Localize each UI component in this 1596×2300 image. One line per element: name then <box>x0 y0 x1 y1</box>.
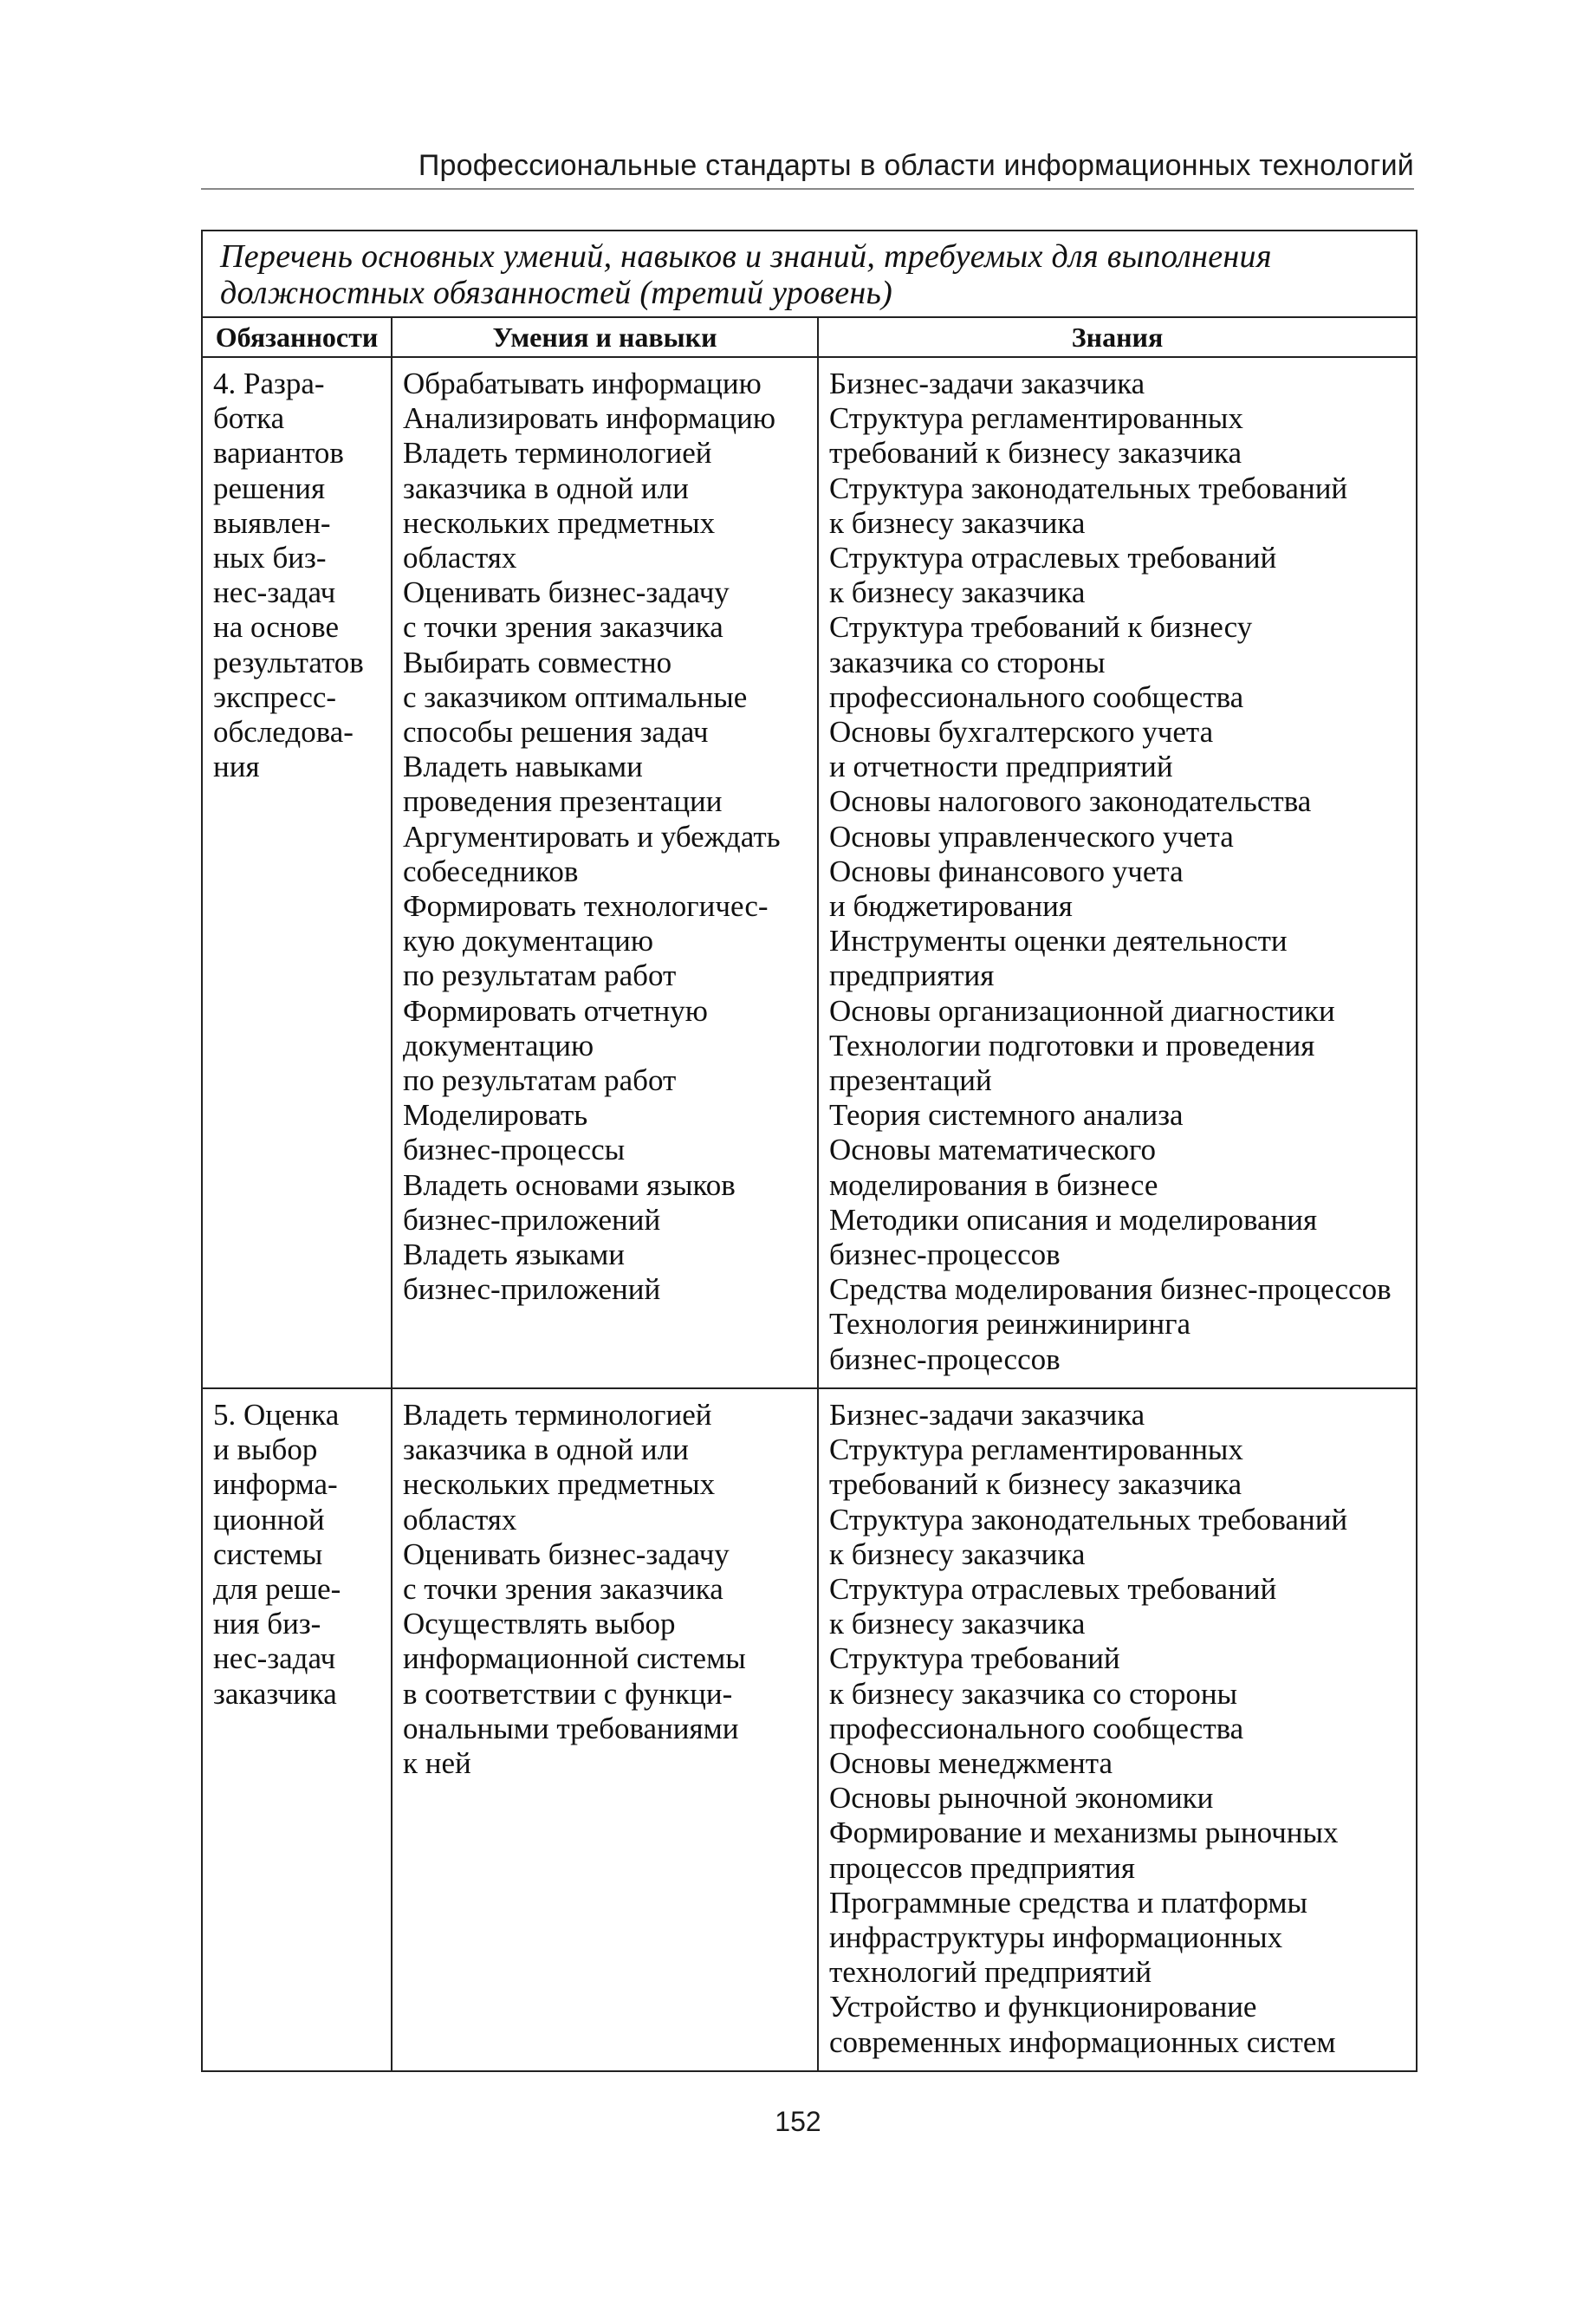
cell-line: к бизнесу заказчика <box>829 505 1086 540</box>
cell-line: Аргументировать и убеждать <box>403 819 781 854</box>
cell-line: Структура регламентированных <box>829 401 1243 436</box>
cell-line: бизнес-процессы <box>403 1133 626 1167</box>
cell-line: предприятия <box>829 958 995 993</box>
cell-line: Структура требований <box>829 1641 1120 1676</box>
cell-line: информа- <box>213 1467 338 1502</box>
cell-line: Средства моделирования бизнес-процессов <box>829 1272 1392 1307</box>
cell-line: Методики описания и моделирования <box>829 1202 1318 1237</box>
cell-line: областях <box>403 541 517 575</box>
cell-line: с заказчиком оптимальные <box>403 679 748 714</box>
header-rule <box>201 188 1414 190</box>
header-row <box>202 317 1417 357</box>
cell-line: ционной <box>213 1502 325 1537</box>
cell-line: областях <box>403 1502 517 1537</box>
cell-line: по результатам работ <box>403 958 677 993</box>
cell-line: обследова- <box>213 715 354 750</box>
cell-line: Основы бухгалтерского учета <box>829 715 1214 750</box>
table-caption <box>202 231 1417 317</box>
cell-line: собеседников <box>403 854 579 888</box>
cell-line: бизнес-процессов <box>829 1342 1061 1376</box>
cell-line: к бизнесу заказчика со стороны <box>829 1676 1238 1711</box>
cell-line: нес-задач <box>213 1641 336 1676</box>
cell-line: решения <box>213 471 326 505</box>
running-head: Профессиональные стандарты в области информационных технологий <box>418 149 1414 182</box>
cell-line: способы решения задач <box>403 715 709 750</box>
duty-cell <box>202 1388 392 2071</box>
cell-line: ботка <box>213 401 285 436</box>
table-row <box>202 1388 1417 2071</box>
skills-cell <box>392 357 818 1388</box>
cell-line: Основы рыночной экономики <box>829 1781 1214 1816</box>
cell-line: современных информационных систем <box>829 2024 1336 2059</box>
cell-line: Структура требований к бизнесу <box>829 610 1253 645</box>
cell-line: Бизнес-задачи заказчика <box>829 367 1145 400</box>
cell-line: ния <box>213 750 260 784</box>
column-header-skills: Умения и навыки <box>392 317 818 357</box>
cell-line: к бизнесу заказчика <box>829 575 1086 610</box>
cell-line: в соответствии с функци- <box>403 1676 733 1711</box>
cell-line: Владеть навыками <box>403 750 643 784</box>
cell-line: заказчика в одной или <box>403 471 689 505</box>
cell-line: профессионального сообщества <box>829 1711 1244 1745</box>
cell-line: на основе <box>213 610 340 645</box>
knowledge-cell <box>818 1388 1417 2071</box>
cell-line: бизнес-приложений <box>403 1272 661 1307</box>
cell-line: нес-задач <box>213 575 336 610</box>
cell-line: и отчетности предприятий <box>829 750 1173 784</box>
cell-line: бизнес-приложений <box>403 1202 661 1237</box>
skills-table <box>201 230 1418 2072</box>
column-header-knowledge: Знания <box>818 317 1417 357</box>
cell-line: Формировать отчетную <box>403 993 708 1028</box>
page-number: 152 <box>775 2106 821 2137</box>
cell-line: Основы управленческого учета <box>829 819 1234 854</box>
cell-line: профессионального сообщества <box>829 679 1244 714</box>
cell-line: Структура отраслевых требований <box>829 541 1277 575</box>
cell-line: процессов предприятия <box>829 1850 1136 1885</box>
cell-line: презентаций <box>829 1063 992 1098</box>
cell-line: нескольких предметных <box>403 505 716 540</box>
cell-line: и бюджетирования <box>829 889 1073 924</box>
cell-line: инфраструктуры информационных <box>829 1920 1283 1954</box>
cell-line: Программные средства и платформы <box>829 1885 1308 1920</box>
cell-line: для реше- <box>213 1571 341 1606</box>
cell-line: Владеть основами языков <box>403 1167 736 1202</box>
cell-line: экспресс- <box>213 679 337 714</box>
cell-line: Оценивать бизнес-задачу <box>403 1537 730 1571</box>
cell-line: технологий предприятий <box>829 1955 1152 1990</box>
cell-line: ных биз- <box>213 541 327 575</box>
cell-line: и выбор <box>213 1433 318 1467</box>
cell-line: Владеть терминологией <box>403 436 712 471</box>
cell-line: Выбирать совместно <box>403 645 672 679</box>
caption-line: должностных обязанностей (третий уровень) <box>220 275 893 311</box>
cell-line: к бизнесу заказчика <box>829 1537 1086 1571</box>
table-row <box>202 357 1417 1388</box>
cell-line: требований к бизнесу заказчика <box>829 1467 1242 1502</box>
cell-line: Обрабатывать информацию <box>403 367 762 400</box>
cell-line: Основы финансового учета <box>829 854 1184 888</box>
column-header-duties: Обязанности <box>202 317 392 357</box>
knowledge-cell <box>818 357 1417 1388</box>
cell-line: документацию <box>403 1028 594 1062</box>
cell-line: Оценивать бизнес-задачу <box>403 575 730 610</box>
cell-line: Осуществлять выбор <box>403 1607 676 1641</box>
cell-line: кую документацию <box>403 924 654 958</box>
cell-line: требований к бизнесу заказчика <box>829 436 1242 471</box>
cell-line: Основы организационной диагностики <box>829 993 1335 1028</box>
cell-line: Бизнес-задачи заказчика <box>829 1397 1145 1432</box>
cell-line: 4. Разра- <box>213 367 325 400</box>
cell-line: к бизнесу заказчика <box>829 1607 1086 1641</box>
cell-line: нескольких предметных <box>403 1467 716 1502</box>
cell-line: Структура регламентированных <box>829 1433 1243 1467</box>
cell-line: заказчика <box>213 1676 337 1711</box>
cell-line: с точки зрения заказчика <box>403 1571 723 1606</box>
cell-line: выявлен- <box>213 505 331 540</box>
cell-line: бизнес-процессов <box>829 1238 1061 1272</box>
cell-line: информационной системы <box>403 1641 746 1676</box>
cell-line: Структура законодательных требований <box>829 471 1348 505</box>
cell-line: Основы математического <box>829 1133 1157 1167</box>
cell-line: ния биз- <box>213 1607 321 1641</box>
cell-line: результатов <box>213 645 364 679</box>
caption-line: Перечень основных умений, навыков и знаний, требуемых для выполнения <box>220 238 1272 275</box>
cell-line: Основы налогового законодательства <box>829 784 1312 819</box>
cell-line: Владеть терминологией <box>403 1397 712 1432</box>
skills-cell <box>392 1388 818 2071</box>
cell-line: к ней <box>403 1745 471 1780</box>
cell-line: Моделировать <box>403 1098 588 1133</box>
cell-line: Владеть языками <box>403 1238 626 1272</box>
cell-line: системы <box>213 1537 323 1571</box>
cell-line: проведения презентации <box>403 784 723 819</box>
caption-row <box>202 231 1417 317</box>
cell-line: Устройство и функционирование <box>829 1990 1257 2024</box>
cell-line: по результатам работ <box>403 1063 677 1098</box>
cell-line: Теория системного анализа <box>829 1098 1184 1133</box>
cell-line: Технологии подготовки и проведения <box>829 1028 1315 1062</box>
cell-line: вариантов <box>213 436 344 471</box>
cell-line: моделирования в бизнесе <box>829 1167 1158 1202</box>
cell-line: ональными требованиями <box>403 1711 739 1745</box>
cell-line: Структура отраслевых требований <box>829 1571 1277 1606</box>
cell-line: Формировать технологичес- <box>403 889 769 924</box>
cell-line: заказчика в одной или <box>403 1433 689 1467</box>
cell-line: Технология реинжиниринга <box>829 1307 1191 1342</box>
cell-line: с точки зрения заказчика <box>403 610 723 645</box>
cell-line: заказчика со стороны <box>829 645 1106 679</box>
cell-line: Основы менеджмента <box>829 1745 1113 1780</box>
cell-line: 5. Оценка <box>213 1397 340 1432</box>
duty-cell <box>202 357 392 1388</box>
cell-line: Структура законодательных требований <box>829 1502 1348 1537</box>
cell-line: Анализировать информацию <box>403 401 775 436</box>
cell-line: Инструменты оценки деятельности <box>829 924 1288 958</box>
cell-line: Формирование и механизмы рыночных <box>829 1816 1339 1850</box>
